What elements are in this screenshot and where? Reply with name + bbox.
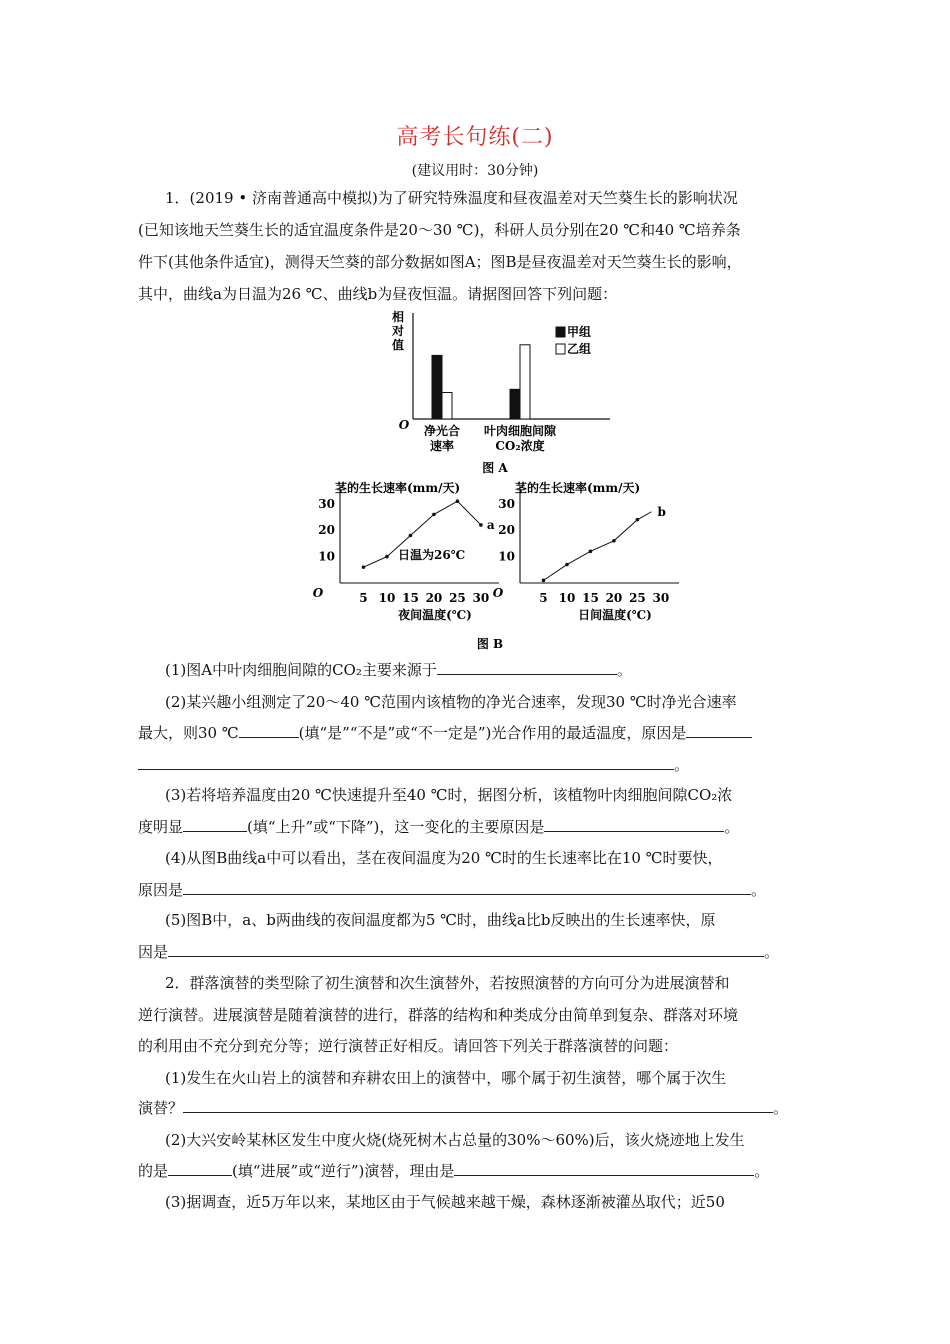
category-label: 净光合 — [423, 424, 461, 438]
q1-sub1: (1)图A中叶肉细胞间隙的CO₂主要来源于 。 — [165, 661, 632, 679]
data-point — [362, 565, 366, 569]
q1-sub5-line2: 因是 。 — [138, 943, 780, 961]
answer-blank[interactable] — [437, 660, 617, 675]
answer-blank[interactable] — [183, 880, 751, 895]
answer-blank[interactable] — [138, 755, 674, 770]
q1-sub2-line1: (2)某兴趣小组测定了20～40 ℃范围内该植物的净光合速率，发现30 ℃时净光合速率 — [165, 693, 737, 711]
data-point — [385, 555, 389, 559]
page-subtitle: (建议用时：30分钟) — [411, 163, 539, 179]
answer-blank[interactable] — [183, 817, 247, 832]
answer-blank[interactable] — [686, 723, 752, 738]
q1-line-1: 1．(2019 • 济南普通高中模拟)为了研究特殊温度和昼夜温差对天竺葵生长的影响状况 — [165, 189, 738, 207]
curve-label-b: b — [657, 504, 666, 519]
x-tick-label: 25 — [629, 591, 646, 605]
q1-sub4-line2: 原因是 。 — [138, 881, 767, 899]
series-line-b — [543, 512, 651, 581]
x-tick-label: 10 — [558, 591, 576, 605]
y-tick-label: 30 — [498, 496, 515, 511]
x-tick-label: 5 — [539, 591, 548, 605]
data-point — [409, 534, 413, 538]
x-tick-label: 15 — [402, 591, 419, 605]
data-point — [479, 523, 483, 527]
q2-line-2: 逆行演替。进展演替是随着演替的进行，群落的结构和种类成分由简单到复杂、群落对环境 — [138, 1006, 739, 1024]
q2-sub3-line1: (3)据调查，近5万年以来，某地区由于气候越来越干燥，森林逐渐被灌丛取代；近50 — [165, 1193, 725, 1211]
x-tick-label: 5 — [359, 591, 368, 605]
q1-line-3: 件下(其他条件适宜)，测得天竺葵的部分数据如图A；图B是昼夜温差对天竺葵生长的影响， — [138, 253, 742, 271]
panel-title: 茎的生长速率(mm/天) — [515, 481, 641, 495]
q2-sub1-line1: (1)发生在火山岩上的演替和弃耕农田上的演替中，哪个属于初生演替，哪个属于次生 — [165, 1069, 727, 1087]
origin-label: O — [312, 586, 324, 600]
q1-sub3-line2: 度明显 (填“上升”或“下降”)，这一变化的主要原因是 。 — [138, 818, 740, 836]
x-tick-label: 10 — [378, 591, 396, 605]
x-tick-label: 30 — [652, 591, 670, 605]
figure-b-chart — [300, 478, 680, 658]
data-point — [432, 513, 436, 517]
legend-label-jia: 甲组 — [567, 325, 592, 339]
q2-sub2-line2: 的是 (填“进展”或“逆行”)演替，理由是 。 — [138, 1162, 770, 1180]
answer-blank[interactable] — [183, 1098, 773, 1113]
q1-sub5-line1: (5)图B中，a、b两曲线的夜间温度都为5 ℃时，曲线a比b反映出的生长速率快，原 — [165, 911, 716, 929]
q2-sub2-line1: (2)大兴安岭某林区发生中度火烧(烧死树木占总量的30%～60%)后，该火烧迹地上发生 — [165, 1131, 745, 1149]
data-point — [542, 579, 546, 583]
data-point — [565, 563, 569, 567]
annotation-day-temp: 日温为26℃ — [398, 548, 466, 562]
answer-blank[interactable] — [544, 817, 724, 832]
answer-blank[interactable] — [168, 942, 764, 957]
answer-blank[interactable] — [454, 1161, 754, 1176]
figure-b-caption: 图 B — [476, 637, 504, 651]
x-tick-label: 25 — [449, 591, 466, 605]
y-tick-label: 30 — [318, 496, 335, 511]
legend-swatch-yi — [556, 344, 565, 354]
bar-yi — [442, 393, 452, 420]
q1-sub2-line3: 。 — [138, 755, 818, 775]
origin-label: O — [492, 586, 504, 600]
q1-sub2-line2: 最大，则30 ℃ (填“是”“不是”或“不一定是”)光合作用的最适温度，原因是 — [138, 723, 818, 743]
figure-a-chart — [360, 305, 620, 480]
data-point — [636, 518, 640, 522]
data-point — [612, 539, 616, 543]
bar-yi — [520, 345, 530, 419]
origin-label: O — [398, 418, 410, 432]
curve-label-a: a — [486, 517, 495, 532]
q1-line-2: (已知该地天竺葵生长的适宜温度条件是20～30 ℃)，科研人员分别在20 ℃和40 ℃培养条 — [138, 221, 741, 239]
y-tick-label: 10 — [498, 549, 515, 564]
x-tick-label: 20 — [605, 591, 623, 605]
legend-swatch-jia — [556, 327, 565, 337]
y-tick-label: 10 — [318, 549, 335, 564]
q2-line-3: 的利用由不充分到充分等；逆行演替正好相反。请回答下列关于群落演替的问题： — [138, 1037, 679, 1055]
y-axis-label: 相 — [391, 310, 405, 324]
q1-line-4: 其中，曲线a为日温为26 ℃、曲线b为昼夜恒温。请据图回答下列问题： — [138, 285, 618, 303]
category-label: CO₂浓度 — [495, 439, 545, 453]
category-label: 叶肉细胞间隙 — [483, 424, 557, 438]
y-axis-label: 对 — [391, 324, 405, 338]
y-tick-label: 20 — [318, 523, 335, 538]
bar-jia — [432, 355, 442, 419]
page-title: 高考长句练(二) — [396, 125, 554, 150]
q1-sub4-line1: (4)从图B曲线a中可以看出，茎在夜间温度为20 ℃时的生长速率比在10 ℃时要快， — [165, 849, 723, 867]
data-point — [589, 550, 593, 554]
q2-sub1-line2: 演替？ 。 — [138, 1099, 789, 1117]
y-axis-label: 值 — [391, 338, 405, 352]
answer-blank[interactable] — [168, 1161, 232, 1176]
legend-label-yi: 乙组 — [567, 342, 592, 356]
answer-blank[interactable] — [239, 723, 299, 738]
bar-jia — [510, 389, 520, 419]
y-tick-label: 20 — [498, 523, 515, 538]
x-tick-label: 30 — [472, 591, 490, 605]
q2-line-1: 2．群落演替的类型除了初生演替和次生演替外，若按照演替的方向可分为进展演替和 — [165, 974, 730, 992]
x-axis-label: 日间温度(℃) — [578, 608, 652, 622]
x-axis-label: 夜间温度(℃) — [398, 608, 472, 622]
x-tick-label: 20 — [425, 591, 443, 605]
q1-sub3-line1: (3)若将培养温度由20 ℃快速提升至40 ℃时，据图分析，该植物叶肉细胞间隙CO₂浓 — [165, 786, 733, 804]
x-tick-label: 15 — [582, 591, 599, 605]
category-label: 速率 — [429, 439, 455, 453]
data-point — [456, 499, 460, 503]
figure-a-caption: 图 A — [482, 461, 508, 475]
panel-title: 茎的生长速率(mm/天) — [335, 481, 461, 495]
